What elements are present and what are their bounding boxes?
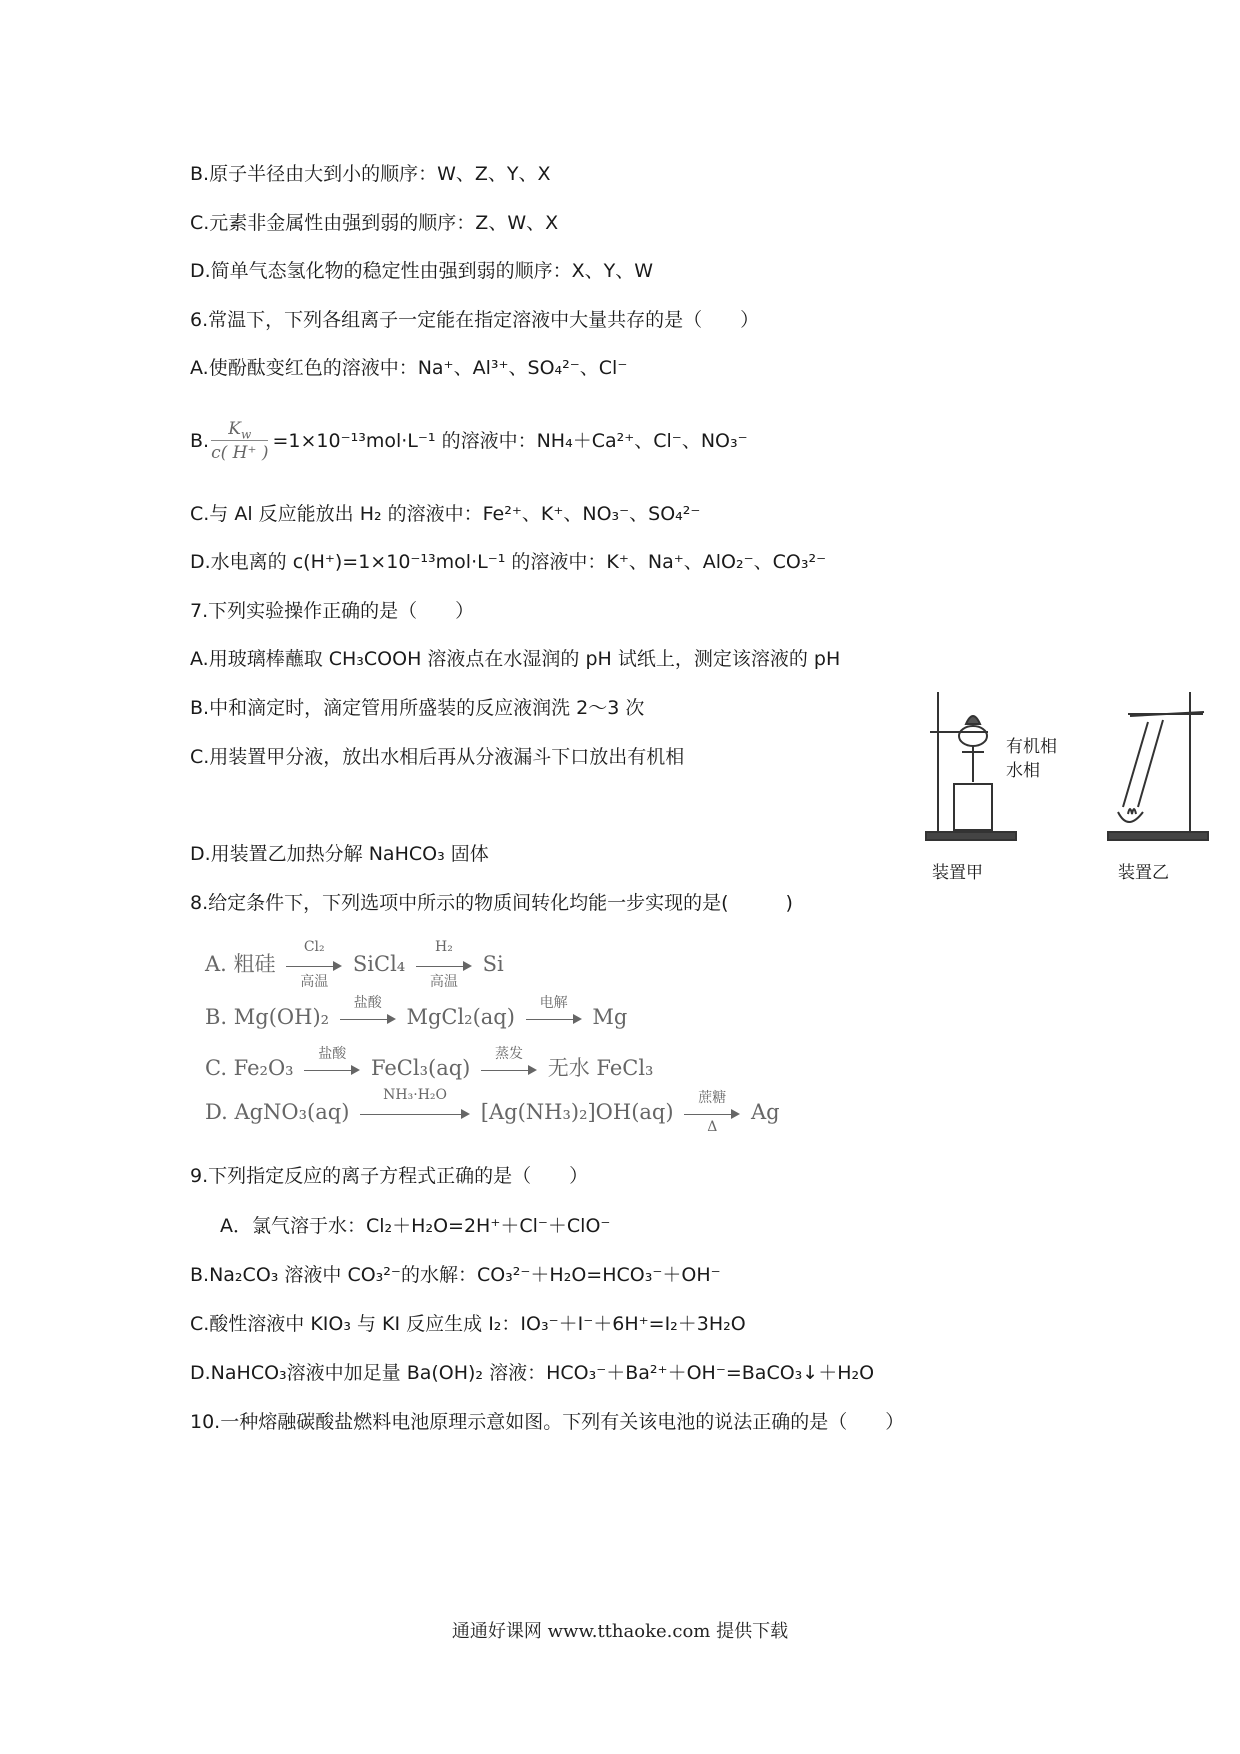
page-footer: 通通好课网 www.tthaoke.com 提供下载 [451,1621,789,1642]
q8-c-end: 无水 FeCl₃ [547,1056,654,1080]
q9-option-c: C.酸性溶液中 KIO₃ 与 KI 反应生成 I₂：IO₃⁻＋I⁻＋6H⁺=I₂＋3H₂O [190,1313,746,1335]
q8-c-mid: FeCl₃(aq) [370,1056,471,1080]
arrow-top-label: 蒸发 [495,1045,524,1062]
q8-a-mid: SiCl₄ [352,952,406,976]
apparatus-figure [918,672,1218,887]
q9-stem: 9.下列指定反应的离子方程式正确的是（ ） [190,1165,589,1187]
arrow-bottom-label: 高温 [300,973,329,990]
q9-option-d: D.NaHCO₃溶液中加足量 Ba(OH)₂ 溶液：HCO₃⁻＋Ba²⁺＋OH⁻=BaCO₃↓＋H₂O [190,1362,875,1384]
arrow-top-label: 盐酸 [353,994,382,1011]
reaction-arrow [416,938,472,990]
q8-option-a [205,938,504,990]
q10-stem: 10.一种熔融碳酸盐燃料电池原理示意如图。下列有关该电池的说法正确的是（ ） [190,1411,905,1433]
q5-option-c: C.元素非金属性由强到弱的顺序：Z、W、X [190,212,559,234]
fraction-numerator: K [228,419,241,439]
q8-a-end: Si [482,952,504,976]
q8-d-mid: [Ag(NH₃)₂]OH(aq) [480,1100,674,1124]
label-apparatus-jia: 装置甲 [932,863,983,883]
apparatus-drawing [918,672,1218,882]
q7-option-a: A.用玻璃棒蘸取 CH₃COOH 溶液点在水湿润的 pH 试纸上，测定该溶液的 pH [190,648,841,670]
q7-option-c: C.用装置甲分液，放出水相后再从分液漏斗下口放出有机相 [190,746,685,768]
reaction-arrow [340,994,396,1026]
q8-stem: 8.给定条件下，下列选项中所示的物质间转化均能一步实现的是( ) [190,892,793,914]
arrow-top-label: Cl₂ [303,938,325,955]
q8-option-d [205,1086,780,1135]
label-water-phase: 水相 [1006,761,1040,781]
q8-b-mid: MgCl₂(aq) [406,1005,515,1029]
arrow-top-label: 蔗糖 [698,1089,727,1106]
q6-option-b [190,418,748,465]
q5-option-b: B.原子半径由大到小的顺序：W、Z、Y、X [190,163,551,185]
reaction-arrow [481,1045,537,1077]
q5-option-d: D.简单气态氢化物的稳定性由强到弱的顺序：X、Y、W [190,260,654,282]
q6-stem: 6.常温下，下列各组离子一定能在指定溶液中大量共存的是（ ） [190,309,760,331]
q9-option-a: A．氯气溶于水：Cl₂＋H₂O=2H⁺＋Cl⁻＋ClO⁻ [220,1215,611,1237]
reaction-arrow [684,1089,740,1135]
q8-option-b [205,994,628,1029]
reaction-arrow [526,994,582,1026]
q6-option-b-rest: =1×10⁻¹³mol·L⁻¹ 的溶液中：NH₄＋Ca²⁺、Cl⁻、NO₃⁻ [272,430,748,452]
q8-a-label: A. 粗硅 [205,952,276,976]
reaction-arrow [286,938,342,990]
q8-d-label: D. AgNO₃(aq) [205,1100,350,1124]
q7-option-b: B.中和滴定时，滴定管用所盛装的反应液润洗 2～3 次 [190,697,645,719]
q9-option-b: B.Na₂CO₃ 溶液中 CO₃²⁻的水解：CO₃²⁻＋H₂O=HCO₃⁻＋OH⁻ [190,1264,721,1286]
arrow-top-label: 电解 [539,994,568,1011]
reaction-arrow [304,1045,360,1077]
q8-d-end: Ag [750,1100,780,1124]
q6-option-b-prefix: B. [190,430,210,452]
label-organic-phase: 有机相 [1006,737,1057,757]
separatory-funnel-apparatus [926,692,1016,840]
q8-b-end: Mg [592,1005,628,1029]
q7-option-d: D.用装置乙加热分解 NaHCO₃ 固体 [190,843,489,865]
q8-c-label: C. Fe₂O₃ [205,1056,294,1080]
arrow-top-label: NH₃·H₂O [383,1086,447,1103]
fraction-numerator-sub: w [240,427,252,442]
q8-b-label: B. Mg(OH)₂ [205,1005,330,1029]
arrow-bottom-label: Δ [707,1118,718,1135]
arrow-bottom-label: 高温 [429,973,458,990]
q8-option-c [205,1045,654,1082]
q6-option-c: C.与 Al 反应能放出 H₂ 的溶液中：Fe²⁺、K⁺、NO₃⁻、SO₄²⁻ [190,503,701,525]
arrow-top-label: 盐酸 [318,1045,347,1062]
heating-tube-apparatus [1108,692,1208,840]
q6-option-d: D.水电离的 c(H⁺)=1×10⁻¹³mol·L⁻¹ 的溶液中：K⁺、Na⁺、AlO₂⁻、CO₃²⁻ [190,551,827,573]
kw-over-ch-fraction [211,418,268,465]
arrow-top-label: H₂ [434,938,453,955]
q7-stem: 7.下列实验操作正确的是（ ） [190,600,475,622]
label-apparatus-yi: 装置乙 [1118,863,1169,883]
fraction-denominator: c( H⁺ ) [211,443,269,463]
q6-option-a: A.使酚酞变红色的溶液中：Na⁺、Al³⁺、SO₄²⁻、Cl⁻ [190,357,628,379]
reaction-arrow [360,1086,470,1121]
